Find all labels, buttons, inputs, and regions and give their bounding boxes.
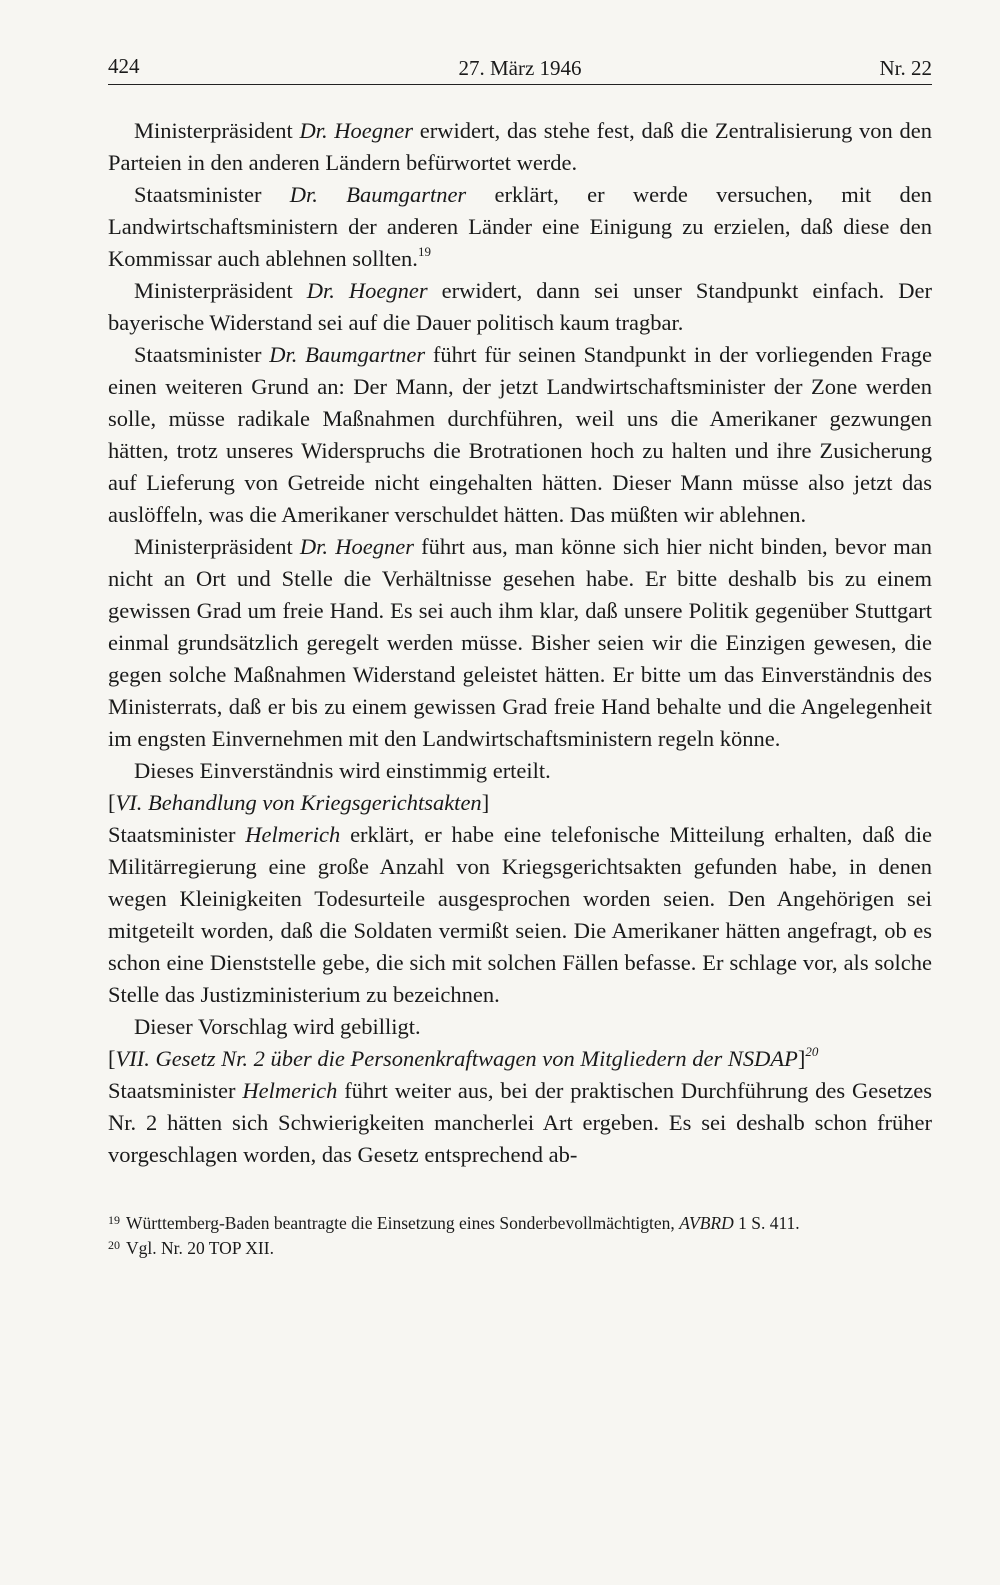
speaker-name: Dr. Baumgartner (289, 182, 467, 207)
paragraph: Staatsminister Helmerich führt weiter aus, bei der praktischen Durchführung des Gesetzes Nr. 2 hätten sich Schwierigkeiten mancherlei Art ergeben. Es sei deshalb schon früher vorgeschlagen worden, das Gesetz entsprechend ab- (108, 1078, 932, 1167)
footnote-mark: 20 (108, 1238, 120, 1252)
paragraph: Staatsminister Helmerich erklärt, er habe eine telefonische Mitteilung erhalten, daß die Militärregierung eine große Anzahl von Kriegsgerichtsakten gefunden habe, in denen wegen Kleinigkeiten Todesurteile ausgesprochen worden seien. Den Angehörigen sei mitgeteilt worden, daß die Soldaten vermißt seien. Die Amerikaner hätten angefragt, ob es schon eine Dienststelle gebe, die sich mit solchen Fällen befasse. Er schlage vor, als solche Stelle das Justizministerium zu bezeichnen. (108, 822, 932, 1007)
document-number: Nr. 22 (879, 56, 932, 80)
running-header (108, 50, 932, 85)
footnote: 20 Vgl. Nr. 20 TOP XII. (108, 1236, 932, 1261)
footnote-ref: 20 (805, 1044, 819, 1059)
footnote-ref: 19 (417, 244, 431, 259)
speaker-name: Dr. Hoegner (306, 278, 428, 303)
paragraph: Staatsminister Dr. Baumgartner erklärt, er werde versuchen, mit den Landwirtschaftsministern der anderen Länder eine Einigung zu erzielen, daß diese den Kommissar auch ablehnen sollten.$^{19}$ (108, 182, 932, 271)
page-number: 424 (108, 54, 140, 78)
footnotes (108, 1211, 932, 1261)
paragraph: Ministerpräsident Dr. Hoegner führt aus, man könne sich hier nicht binden, bevor man nicht an Ort und Stelle die Verhältnisse gesehen habe. Er bitte deshalb bis zu einem gewissen Grad um freie Hand. Es sei auch ihm klar, daß unsere Politik gegenüber Stuttgart einmal grundsätzlich geregelt werden müsse. Bisher seien wir die Einzigen gewesen, die gegen solche Maßnahmen Widerstand geleistet hätten. Er bitte um das Einverständnis des Ministerrats, daß er bis zu einem gewissen Grad freie Hand behalte und die Angelegenheit im engsten Einvernehmen mit den Landwirtschaftsministern regeln könne. (108, 534, 932, 751)
document-page (108, 50, 932, 1261)
speaker-name: Dr. Baumgartner (269, 342, 426, 367)
footnote-mark: 19 (108, 1213, 120, 1227)
body-text (108, 115, 932, 1171)
footnote: 19 Württemberg-Baden beantragte die Einsetzung eines Sonderbevollmächtigten, AVBRD 1 S. 411. (108, 1211, 932, 1236)
section-heading-vii: [VII. Gesetz Nr. 2 über die Personenkraftwagen von Mitgliedern der NSDAP]$^{20}$ (108, 1044, 819, 1071)
speaker-name: Helmerich (245, 822, 341, 847)
paragraph: Staatsminister Dr. Baumgartner führt für seinen Standpunkt in der vorliegenden Frage einen weiteren Grund an: Der Mann, der jetzt Landwirtschaftsminister der Zone werden solle, müsse radikale Maßnahmen durchführen, weil uns die Amerikaner gezwungen hätten, trotz unseres Widerspruchs die Brotrationen hoch zu halten und ihre Zusicherung auf Lieferung von Getreide nicht eingehalten hätten. Dieser Mann müsse also jetzt das auslöffeln, was die Amerikaner verschuldet hätten. Das müßten wir ablehnen. (108, 342, 932, 527)
header-date: 27. März 1946 (458, 56, 582, 80)
paragraph: Dieser Vorschlag wird gebilligt. (134, 1014, 421, 1039)
paragraph: Ministerpräsident Dr. Hoegner erwidert, das stehe fest, daß die Zentralisierung von den Parteien in den anderen Ländern befürwortet werde. (108, 118, 932, 175)
paragraph: Dieses Einverständnis wird einstimmig erteilt. (134, 758, 551, 783)
speaker-name: Dr. Hoegner (299, 534, 414, 559)
speaker-name: Helmerich (242, 1078, 338, 1103)
section-heading-vi: [VI. Behandlung von Kriegsgerichtsakten] (108, 790, 490, 815)
speaker-name: Dr. Hoegner (299, 118, 414, 143)
paragraph: Ministerpräsident Dr. Hoegner erwidert, dann sei unser Standpunkt einfach. Der bayerische Widerstand sei auf die Dauer politisch kaum tragbar. (108, 278, 932, 335)
